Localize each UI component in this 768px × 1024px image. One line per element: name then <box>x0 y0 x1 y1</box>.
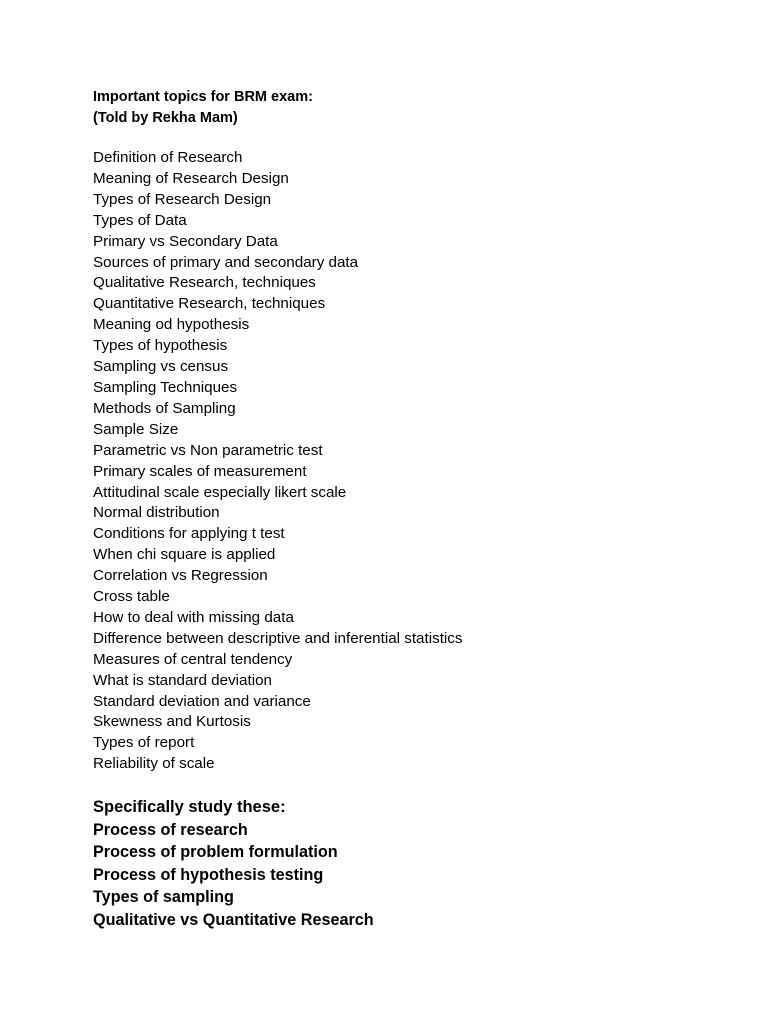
study-section-title: Specifically study these: <box>93 798 286 817</box>
list-item: Meaning of Research Design <box>93 169 289 187</box>
list-item: How to deal with missing data <box>93 608 294 626</box>
list-item: Process of research <box>93 820 248 839</box>
list-item: Conditions for applying t test <box>93 525 285 543</box>
list-item: Sampling Techniques <box>93 378 238 396</box>
list-item: Meaning od hypothesis <box>93 316 250 334</box>
list-item: Sample Size <box>93 420 179 438</box>
list-item: Qualitative Research, techniques <box>93 274 316 292</box>
list-item: Standard deviation and variance <box>93 692 311 710</box>
list-item: Normal distribution <box>93 504 220 522</box>
topic-list <box>93 148 733 775</box>
list-item: Types of Research Design <box>93 190 272 208</box>
list-item: Measures of central tendency <box>93 650 293 668</box>
list-item: Process of problem formulation <box>93 843 338 862</box>
list-item: Attitudinal scale especially likert scale <box>93 483 347 501</box>
list-item: Types of report <box>93 734 195 752</box>
list-item: Sources of primary and secondary data <box>93 253 359 271</box>
list-item: Definition of Research <box>93 149 243 166</box>
list-item: Types of sampling <box>93 888 234 907</box>
list-item: Process of hypothesis testing <box>93 865 324 884</box>
document-heading: Important topics for BRM exam: <box>93 89 313 105</box>
document-subheading: (Told by Rekha Mam) <box>93 110 238 126</box>
list-item: Qualitative vs Quantitative Research <box>93 910 374 929</box>
list-item: Skewness and Kurtosis <box>93 713 251 731</box>
list-item: Primary vs Secondary Data <box>93 232 278 250</box>
list-item: Types of Data <box>93 211 187 229</box>
list-item: Sampling vs census <box>93 358 229 376</box>
list-item: Parametric vs Non parametric test <box>93 441 323 459</box>
list-item: Types of hypothesis <box>93 337 228 355</box>
list-item: When chi square is applied <box>93 546 276 564</box>
study-list <box>93 819 733 932</box>
list-item: What is standard deviation <box>93 671 272 689</box>
list-item: Quantitative Research, techniques <box>93 295 326 313</box>
list-item: Cross table <box>93 588 170 606</box>
document-page <box>93 87 733 931</box>
list-item: Methods of Sampling <box>93 399 236 417</box>
list-item: Reliability of scale <box>93 755 215 773</box>
list-item: Primary scales of measurement <box>93 462 307 480</box>
list-item: Correlation vs Regression <box>93 567 268 585</box>
list-item: Difference between descriptive and inferential statistics <box>93 629 463 647</box>
